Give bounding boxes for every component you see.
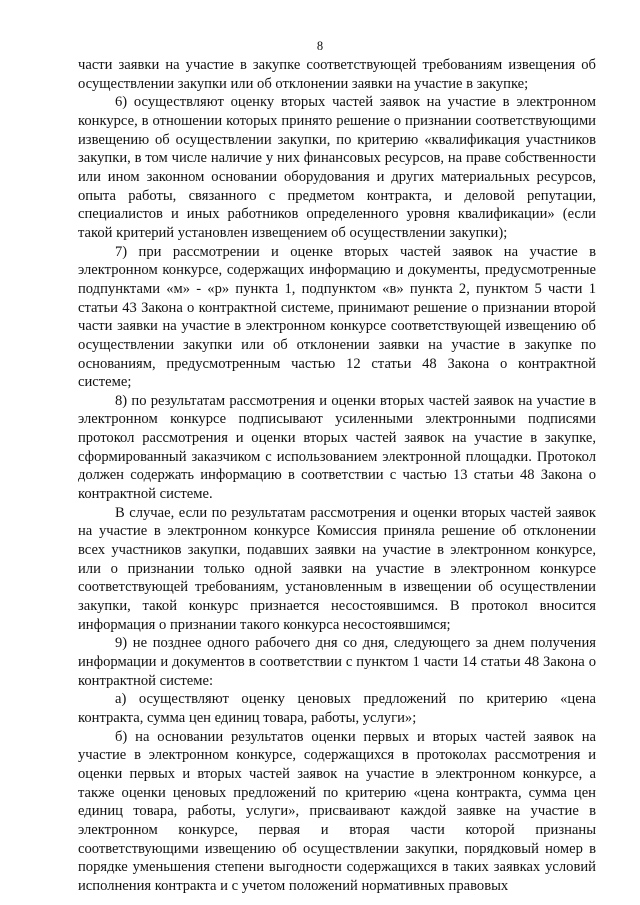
document-body: [78, 56, 596, 896]
paragraph-continuation: части заявки на участие в закупке соответствующей требованиям извещения об осуществлении закупки или об отклонении заявки на участие в закупке;: [78, 57, 596, 92]
paragraph-item-7: 7) при рассмотрении и оценке вторых частей заявок на участие в электронном конкурсе, содержащих информацию и документы, предусмотренные подпунктами «м» - «р» пункта 1, подпунктом «в» пункта 2, пунктом 5 части 1 статьи 43 Закона о контрактной системе, принимают решение о признании второй части заявки на участие в электронном конкурсе соответствующей извещению об осуществлении закупки или об отклонении заявки на участие в закупке по основаниям, предусмотренным частью 12 статьи 48 Закона о контрактной системе;: [78, 243, 596, 391]
paragraph-failed-tender: В случае, если по результатам рассмотрения и оценки вторых частей заявок на участие в электронном конкурсе Комиссия приняла решение об отклонении всех участников закупки, подавших заявки на участие в электронном конкурсе, или о признании только одной заявки на участие в электронном конкурсе соответствующей требованиям, установленным в извещении об осуществлении закупки, такой конкурс признается несостоявшимся. В протокол вносится информация о признании такого конкурса несостоявшимся;: [78, 504, 596, 633]
paragraph-item-6: 6) осуществляют оценку вторых частей заявок на участие в электронном конкурсе, в отношении которых принято решение о признании соответствующими извещению об осуществлении закупки, по критерию «квалификация участников закупки, в том числе наличие у них финансовых ресурсов, на праве собственности или ином законном основании оборудования и других материальных ресурсов, опыта работы, связанного с предметом контракта, и деловой репутации, специалистов и иных работников определенного уровня квалификации» (если такой критерий установлен извещением об осуществлении закупки);: [78, 94, 596, 241]
paragraph-item-9: 9) не позднее одного рабочего дня со дня, следующего за днем получения информации и документов в соответствии с пунктом 1 части 14 статьи 48 Закона о контрактной системе:: [78, 635, 596, 689]
paragraph-subitem-a: а) осуществляют оценку ценовых предложений по критерию «цена контракта, сумма цен единиц товара, работы, услуги»;: [78, 691, 596, 726]
paragraph-subitem-b: б) на основании результатов оценки первых и вторых частей заявок на участие в электронном конкурсе, содержащихся в протоколах рассмотрения и оценки первых и вторых частей заявок на участие в электронном конкурсе, а также оценки ценовых предложений по критерию «цена контракта, сумма цен единиц товара, работы, услуги», присваивают каждой заявке на участие в электронном конкурсе, первая и вторая части которой признаны соответствующими извещению об осуществлении закупки, порядковый номер в порядке уменьшения степени выгодности содержащихся в таких заявках условий исполнения контракта и с учетом положений нормативных правовых: [78, 728, 596, 894]
paragraph-item-8: 8) по результатам рассмотрения и оценки вторых частей заявок на участие в электронном конкурсе подписывают усиленными электронными подписями протокол рассмотрения и оценки вторых частей заявок на участие в закупке, сформированный заказчиком с использованием электронной площадки. Протокол должен содержать информацию в соответствии с частью 13 статьи 48 Закона о контрактной системе.: [78, 392, 596, 503]
page-number: 8: [316, 39, 324, 53]
